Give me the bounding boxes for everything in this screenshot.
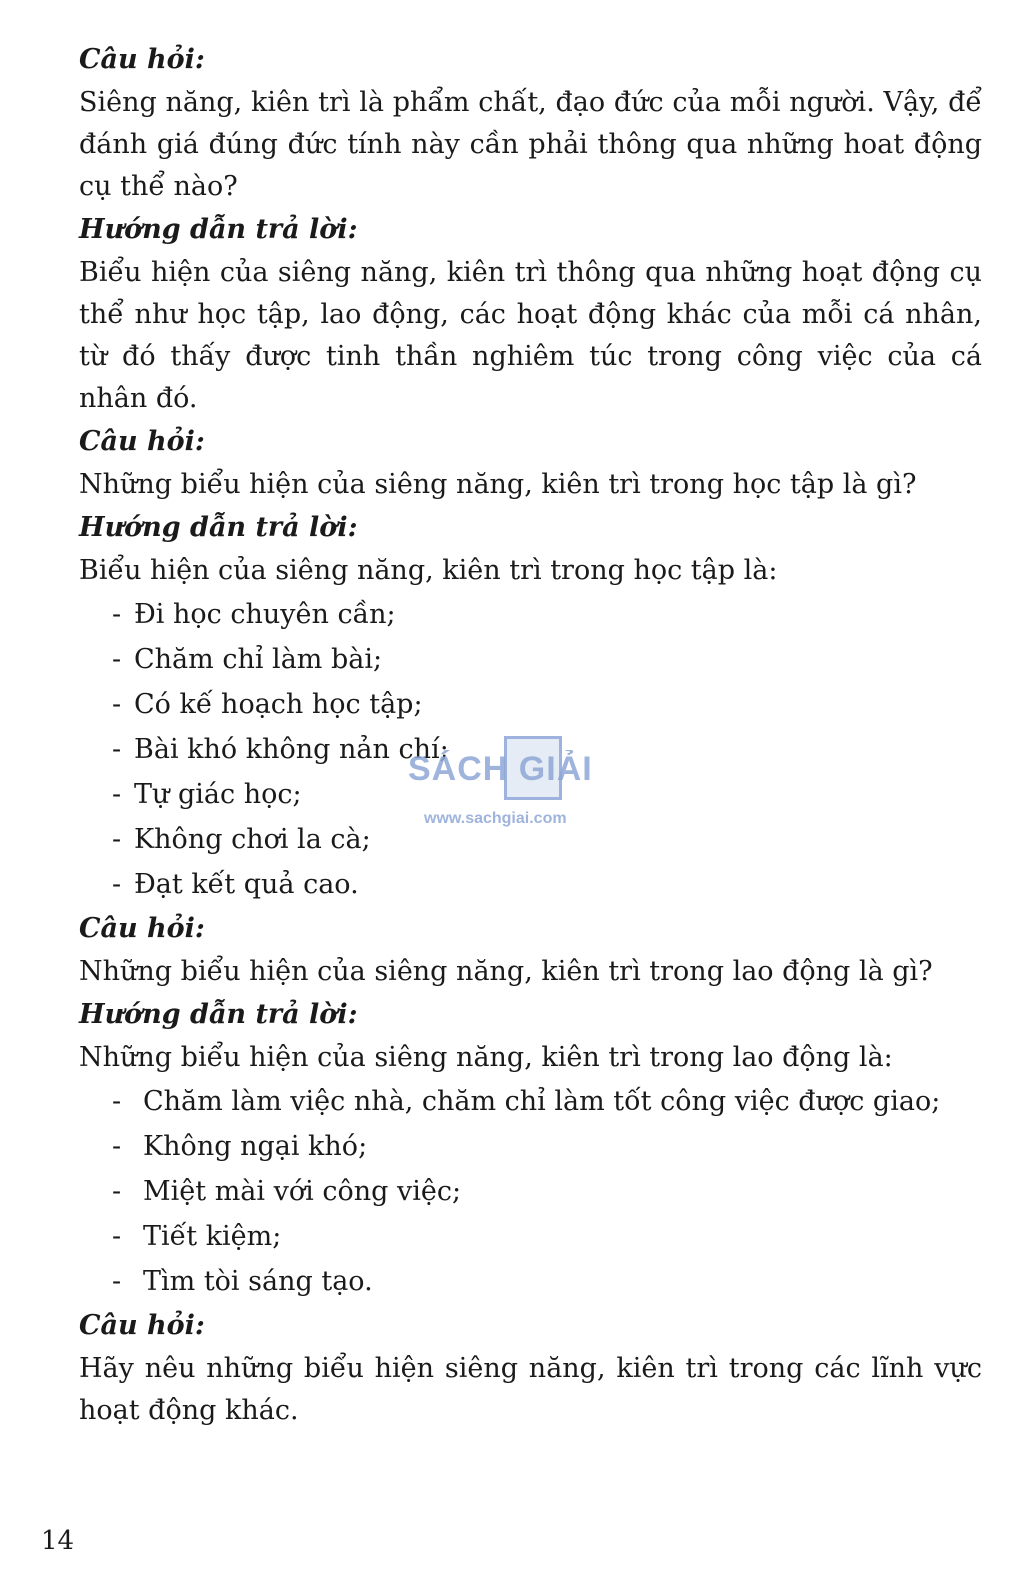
list-item-text: Tìm tòi sáng tạo. bbox=[143, 1266, 373, 1297]
list-dash: - bbox=[112, 1176, 122, 1207]
list-item bbox=[79, 862, 982, 907]
section-heading: Câu hỏi: bbox=[79, 1310, 205, 1341]
list-dash: - bbox=[112, 1266, 122, 1297]
list-dash: - bbox=[112, 644, 122, 675]
list-item-text: Chăm làm việc nhà, chăm chỉ làm tốt công việc được giao; bbox=[143, 1086, 941, 1117]
list-dash: - bbox=[112, 1131, 122, 1162]
list-item-text: Không ngại khó; bbox=[143, 1131, 368, 1162]
watermark-text: SÁCH GIẢI bbox=[408, 750, 593, 788]
list-dash: - bbox=[112, 869, 122, 900]
section-heading: Hướng dẫn trả lời: bbox=[79, 214, 358, 245]
section-heading: Câu hỏi: bbox=[79, 426, 205, 457]
list-item bbox=[79, 1079, 982, 1124]
list-item-text: Tự giác học; bbox=[134, 779, 302, 810]
list-item bbox=[79, 1124, 982, 1169]
paragraph: Siêng năng, kiên trì là phẩm chất, đạo đức của mỗi người. Vậy, để đánh giá đúng đức tính này cần phải thông qua những hoat động cụ thể nào? bbox=[79, 87, 982, 202]
list-item-text: Tiết kiệm; bbox=[143, 1221, 282, 1252]
list-item bbox=[79, 1169, 982, 1214]
list-item bbox=[79, 682, 982, 727]
list-dash: - bbox=[112, 1221, 122, 1252]
paragraph: Biểu hiện của siêng năng, kiên trì trong học tập là: bbox=[79, 555, 778, 586]
section-heading: Câu hỏi: bbox=[79, 44, 205, 75]
page-content bbox=[79, 38, 982, 1432]
list-dash: - bbox=[112, 824, 122, 855]
paragraph: Những biểu hiện của siêng năng, kiên trì trong lao động là: bbox=[79, 1042, 893, 1073]
paragraph: Hãy nêu những biểu hiện siêng năng, kiên trì trong các lĩnh vực hoạt động khác. bbox=[79, 1353, 982, 1426]
section-heading: Câu hỏi: bbox=[79, 913, 205, 944]
section-heading: Hướng dẫn trả lời: bbox=[79, 999, 358, 1030]
bullet-list bbox=[79, 1079, 982, 1304]
list-item-text: Đi học chuyên cần; bbox=[134, 599, 396, 630]
list-dash: - bbox=[112, 599, 122, 630]
list-item-text: Chăm chỉ làm bài; bbox=[134, 644, 383, 675]
list-item bbox=[79, 817, 982, 862]
list-item bbox=[79, 727, 982, 772]
list-item bbox=[79, 772, 982, 817]
list-item-text: Miệt mài với công việc; bbox=[143, 1176, 462, 1207]
paragraph: Những biểu hiện của siêng năng, kiên trì trong lao động là gì? bbox=[79, 956, 933, 987]
paragraph: Những biểu hiện của siêng năng, kiên trì trong học tập là gì? bbox=[79, 469, 917, 500]
list-dash: - bbox=[112, 779, 122, 810]
list-dash: - bbox=[112, 734, 122, 765]
list-item-text: Bài khó không nản chí; bbox=[134, 734, 449, 765]
list-item-text: Không chơi la cà; bbox=[134, 824, 371, 855]
watermark-url: www.sachgiai.com bbox=[424, 810, 567, 827]
bullet-list bbox=[79, 592, 982, 907]
list-item-text: Đạt kết quả cao. bbox=[134, 869, 359, 900]
page-number: 14 bbox=[41, 1526, 75, 1556]
list-item bbox=[79, 1214, 982, 1259]
list-item-text: Có kế hoạch học tập; bbox=[134, 689, 423, 720]
paragraph: Biểu hiện của siêng năng, kiên trì thông qua những hoạt động cụ thể như học tập, lao động, các hoạt động khác của mỗi cá nhân, từ đó thấy được tinh thần nghiêm túc trong công việc của cá nhân đó. bbox=[79, 257, 982, 414]
list-dash: - bbox=[112, 689, 122, 720]
list-dash: - bbox=[112, 1086, 122, 1117]
list-item bbox=[79, 1259, 982, 1304]
list-item bbox=[79, 637, 982, 682]
section-heading: Hướng dẫn trả lời: bbox=[79, 512, 358, 543]
list-item bbox=[79, 592, 982, 637]
